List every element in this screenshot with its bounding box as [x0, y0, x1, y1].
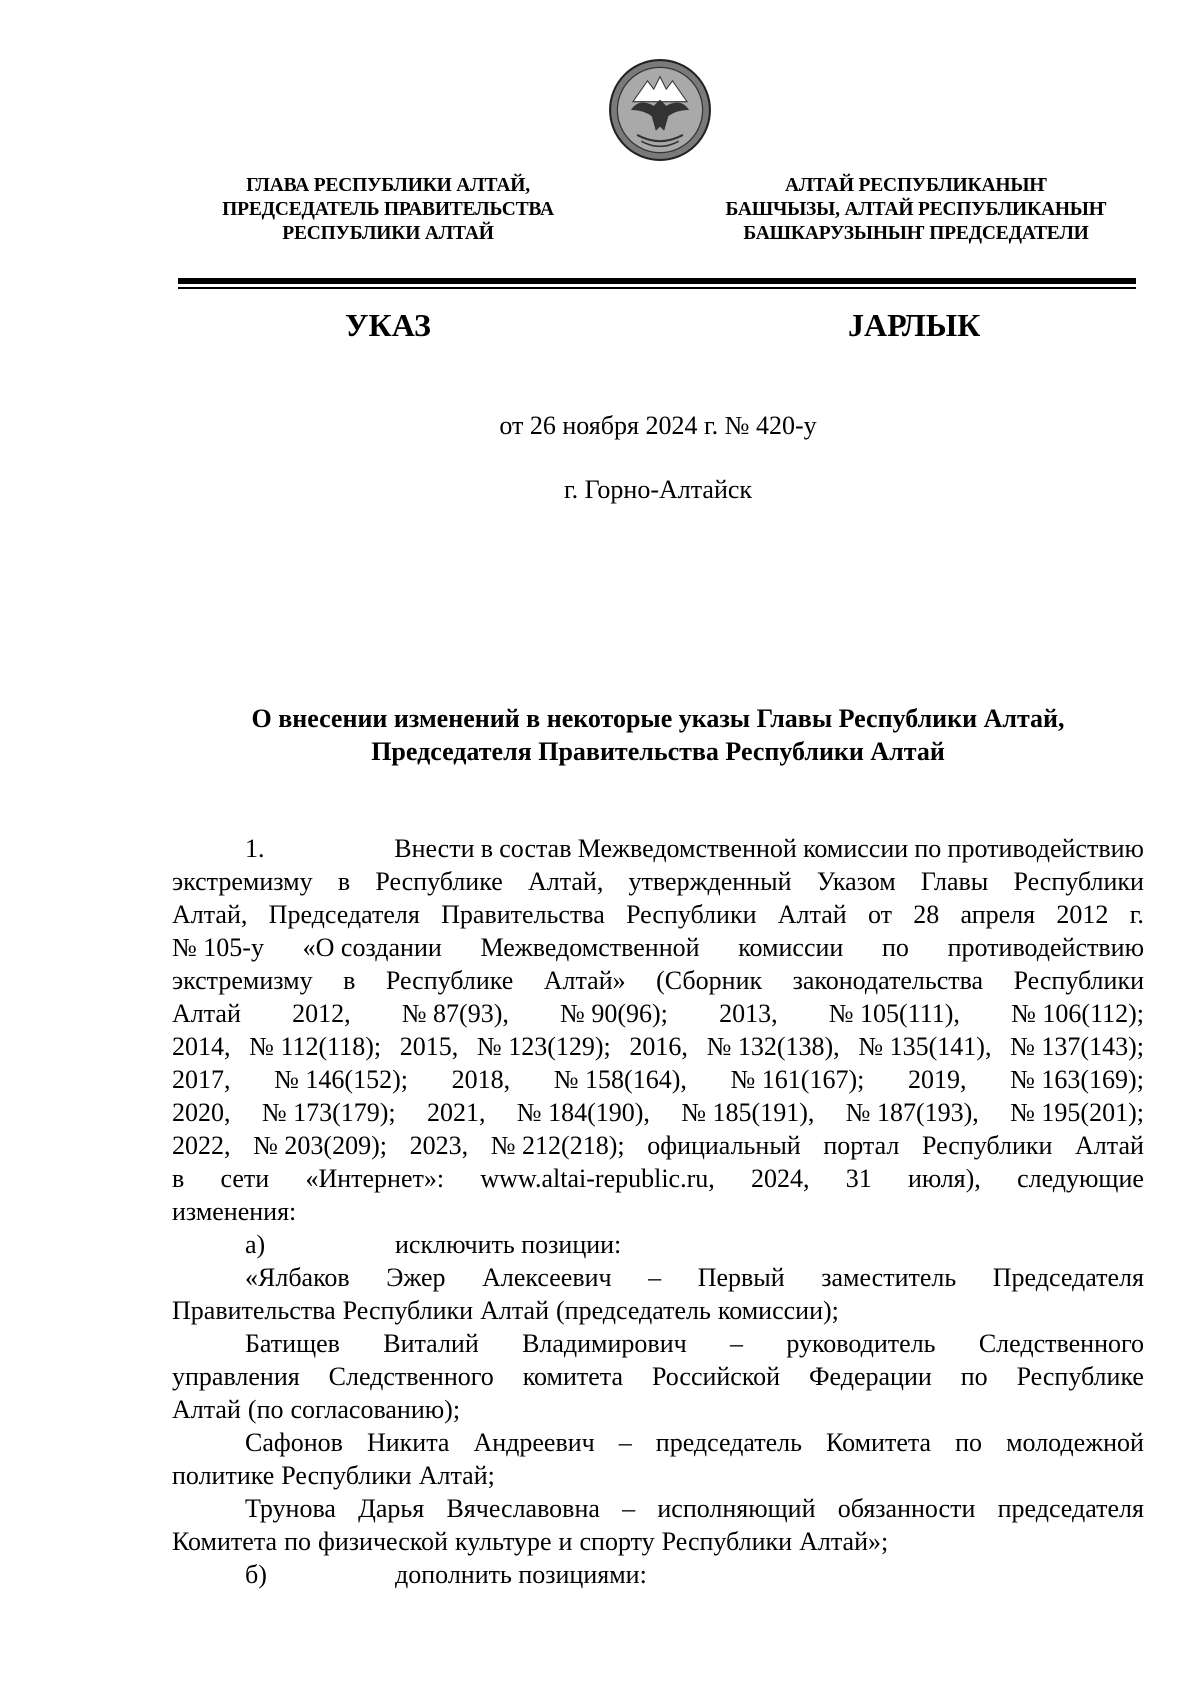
body-word: 2017, — [172, 1065, 231, 1094]
body-word: Батищев — [245, 1329, 340, 1358]
body-word: Председателя — [992, 1263, 1144, 1292]
body-word: 2012, — [292, 999, 351, 1028]
body-word: № 90(96); — [560, 999, 668, 1028]
body-word: Указом — [816, 867, 896, 896]
body-line — [172, 1195, 1144, 1228]
body-word: 2013, — [719, 999, 778, 1028]
place-of-issue: г. Горно-Алтайск — [563, 475, 753, 504]
document-title-line: О внесении изменений в некоторые указы Главы Республики Алтай, — [251, 704, 1065, 733]
body-word: – — [730, 1329, 744, 1358]
body-word: «О создании — [302, 933, 442, 962]
body-word: № 195(201); — [1010, 1098, 1144, 1127]
body-word: Республики — [1013, 966, 1144, 995]
body-word: по — [960, 1362, 988, 1391]
body-word: № 146(152); — [274, 1065, 408, 1094]
body-word: исключить позиции: — [395, 1230, 622, 1259]
body-word: портал — [823, 1131, 900, 1160]
body-line — [172, 1327, 1144, 1360]
body-word: «Ялбаков — [245, 1263, 350, 1292]
body-word: Алтай — [172, 1395, 241, 1424]
body-word: Республике — [1016, 1362, 1144, 1391]
body-word: № 161(167); — [730, 1065, 865, 1094]
body-word: от — [867, 900, 892, 929]
body-word: Виталий — [383, 1329, 479, 1358]
date-and-number: от 26 ноября 2024 г. № 420-у — [499, 411, 817, 440]
body-word: Следственного — [978, 1329, 1144, 1358]
body-word: Комитета — [826, 1428, 932, 1457]
body-line — [172, 1129, 1144, 1162]
issuer-title-altai — [712, 174, 1120, 246]
body-line — [172, 1525, 1144, 1558]
body-word: «Интернет»: — [305, 1164, 445, 1193]
body-word: Республики — [921, 1131, 1053, 1160]
document-type-altai: ЈАРЛЫК — [848, 307, 981, 343]
body-word: по — [882, 933, 909, 962]
body-word: 28 — [913, 900, 940, 929]
body-word: культуре — [455, 1527, 552, 1556]
body-word: № 212(218); — [490, 1131, 625, 1160]
body-word: № 187(193), — [845, 1098, 979, 1127]
issuer-title-line: АЛТАЙ РЕСПУБЛИКАНЫҤ — [784, 175, 1048, 196]
issuer-title-line: ГЛАВА РЕСПУБЛИКИ АЛТАЙ, — [246, 175, 530, 196]
body-word: исполняющий — [657, 1494, 816, 1523]
body-word: (председатель — [556, 1296, 711, 1325]
body-word: Республике — [375, 867, 503, 896]
body-word: № 132(138), — [706, 1032, 840, 1061]
body-word: Алтай» — [543, 966, 626, 995]
body-word: № 105-у — [172, 933, 264, 962]
body-word: противодействию — [947, 933, 1144, 962]
body-word: № 135(141), — [858, 1032, 992, 1061]
body-word: Алтай — [172, 999, 241, 1028]
body-word: № 106(112); — [1011, 999, 1144, 1028]
coat-of-arms-emblem — [608, 58, 712, 162]
body-word: 2016, — [629, 1032, 688, 1061]
body-word: Алтай; — [418, 1461, 495, 1490]
body-word: политике — [172, 1461, 275, 1490]
body-word: Федерации — [809, 1362, 932, 1391]
body-line — [172, 1261, 1144, 1294]
body-line — [172, 1228, 1144, 1261]
body-word: Дарья — [358, 1494, 425, 1523]
body-line — [172, 1426, 1144, 1459]
body-line — [172, 1162, 1144, 1195]
body-word: следующие — [1017, 1164, 1144, 1193]
body-word: Алтай — [1075, 1131, 1144, 1160]
body-word: Никита — [366, 1428, 450, 1457]
list-marker: а) — [245, 1230, 266, 1259]
issuer-title-russian — [190, 174, 586, 246]
body-word: 2024, — [751, 1164, 810, 1193]
body-word: по — [284, 1527, 311, 1556]
body-word: молодежной — [1006, 1428, 1144, 1457]
body-word: комиссии); — [717, 1296, 839, 1325]
body-line — [172, 997, 1144, 1030]
body-line — [172, 1294, 1144, 1327]
body-word: Правительства — [172, 1296, 336, 1325]
body-word: № 163(169); — [1010, 1065, 1144, 1094]
body-line — [172, 1063, 1144, 1096]
body-word: обязанности — [837, 1494, 976, 1523]
issuer-title-line: ПРЕДСЕДАТЕЛЬ ПРАВИТЕЛЬСТВА — [222, 199, 554, 220]
document-body — [172, 832, 1144, 1591]
body-word: сети — [220, 1164, 270, 1193]
body-word: Внести — [394, 834, 475, 863]
body-word: Республики — [342, 1296, 474, 1325]
body-word: 2021, — [426, 1098, 486, 1127]
body-word: Главы — [920, 867, 989, 896]
body-word: № 87(93), — [401, 999, 509, 1028]
body-word: № 158(164), — [553, 1065, 687, 1094]
body-line — [172, 1558, 1144, 1591]
body-word: заместитель — [821, 1263, 957, 1292]
body-word: управления — [172, 1362, 300, 1391]
body-word: www.altai-republic.ru, — [480, 1164, 715, 1193]
body-word: Алтай, — [527, 867, 604, 896]
body-word: 2023, — [409, 1131, 469, 1160]
body-word: согласованию); — [290, 1395, 461, 1424]
body-word: дополнить позициями: — [395, 1560, 647, 1589]
body-word: председателя — [997, 1494, 1144, 1523]
body-word: № 203(209); — [253, 1131, 387, 1160]
body-word: Председателя — [268, 900, 420, 929]
body-word: официальный — [647, 1131, 801, 1160]
document-type-russian: УКАЗ — [345, 307, 431, 343]
body-word: изменения: — [172, 1197, 297, 1226]
body-word: Трунова — [245, 1494, 336, 1523]
body-line — [172, 1096, 1144, 1129]
body-word: Республики — [281, 1461, 412, 1490]
body-word: 2022, — [172, 1131, 231, 1160]
issuer-title-line: БАШКАРУЗЫНЫҤ ПРЕДСЕДАТЕЛИ — [743, 223, 1089, 244]
body-word: Республики — [626, 900, 757, 929]
body-word: Алтай, — [172, 900, 248, 929]
body-word: Правительства — [441, 900, 605, 929]
body-line — [172, 1393, 1144, 1426]
body-line — [172, 865, 1144, 898]
body-word: № 137(143); — [1010, 1032, 1144, 1061]
body-word: Алтай — [777, 900, 847, 929]
body-word: 2018, — [451, 1065, 511, 1094]
body-line — [172, 898, 1144, 931]
body-word: 2012 — [1056, 900, 1109, 929]
body-line — [172, 1360, 1144, 1393]
body-word: Межведомственной — [577, 834, 797, 863]
body-word: состав — [499, 834, 572, 863]
body-word: в — [172, 1164, 185, 1193]
body-word: № 112(118); — [249, 1032, 382, 1061]
body-word: комитета — [522, 1362, 624, 1391]
body-line — [172, 964, 1144, 997]
body-line — [172, 832, 1144, 865]
body-word: спорту — [579, 1527, 655, 1556]
body-word: № 173(179); — [261, 1098, 396, 1127]
body-word: (по — [247, 1395, 284, 1424]
body-word: Алтай»; — [799, 1527, 889, 1556]
body-word: Андреевич — [473, 1428, 595, 1457]
body-word: Эжер — [386, 1263, 446, 1292]
body-word: Сафонов — [245, 1428, 343, 1457]
body-word: руководитель — [786, 1329, 936, 1358]
body-word: Российской — [651, 1362, 781, 1391]
list-marker: б) — [245, 1560, 267, 1589]
body-word: № 184(190), — [516, 1098, 650, 1127]
body-word: Вячеславовна — [446, 1494, 600, 1523]
body-word: и — [558, 1527, 573, 1556]
issuer-title-line: БАШЧЫЗЫ, АЛТАЙ РЕСПУБЛИКАНЫҤ — [725, 199, 1107, 220]
body-word: – — [622, 1494, 636, 1523]
body-word: 2019, — [907, 1065, 967, 1094]
body-word: г. — [1129, 900, 1144, 929]
body-word: комиссии — [738, 933, 844, 962]
body-word: Алексеевич — [482, 1263, 612, 1292]
body-word: Республики — [661, 1527, 793, 1556]
body-word: в — [343, 966, 356, 995]
body-word: противодействию — [947, 834, 1144, 863]
issuer-title-line: РЕСПУБЛИКИ АЛТАЙ — [282, 223, 494, 244]
body-word: по — [955, 1428, 983, 1457]
body-word: Республике — [385, 966, 514, 995]
body-word: законодательства — [792, 966, 984, 995]
body-line — [172, 931, 1144, 964]
body-word: № 105(111), — [828, 999, 960, 1028]
body-word: Республики — [1013, 867, 1144, 896]
document-title-line: Председателя Правительства Республики Алтай — [371, 737, 945, 766]
body-word: Следственного — [328, 1362, 494, 1391]
body-word: апреля — [960, 900, 1036, 929]
document-title — [172, 702, 1144, 768]
body-word: в — [337, 867, 351, 896]
body-word: – — [648, 1263, 662, 1292]
body-word: по — [914, 834, 942, 863]
body-word: Первый — [697, 1263, 785, 1292]
body-word: № 123(129); — [476, 1032, 611, 1061]
body-word: Владимирович — [522, 1329, 687, 1358]
list-marker: 1. — [245, 834, 265, 863]
body-word: 2020, — [172, 1098, 231, 1127]
body-line — [172, 1459, 1144, 1492]
body-word: экстремизму — [172, 867, 313, 896]
header-divider-thin — [178, 287, 1136, 289]
body-word: июля), — [908, 1164, 981, 1193]
body-word: экстремизму — [172, 966, 313, 995]
body-word: – — [618, 1428, 632, 1457]
body-word: 31 — [845, 1164, 872, 1193]
body-word: 2015, — [399, 1032, 459, 1061]
body-word: 2014, — [172, 1032, 231, 1061]
body-line — [172, 1492, 1144, 1525]
body-line — [172, 1030, 1144, 1063]
body-word: председатель — [655, 1428, 803, 1457]
body-word: физической — [318, 1527, 448, 1556]
body-word: Межведомственной — [480, 933, 700, 962]
body-word: Алтай — [480, 1296, 549, 1325]
header-divider-thick — [178, 278, 1136, 284]
body-word: в — [480, 834, 494, 863]
body-word: № 185(191), — [681, 1098, 815, 1127]
body-word: комиссии — [803, 834, 909, 863]
body-word: Комитета — [172, 1527, 278, 1556]
body-word: (Сборник — [656, 966, 763, 995]
body-word: утвержденный — [628, 867, 792, 896]
